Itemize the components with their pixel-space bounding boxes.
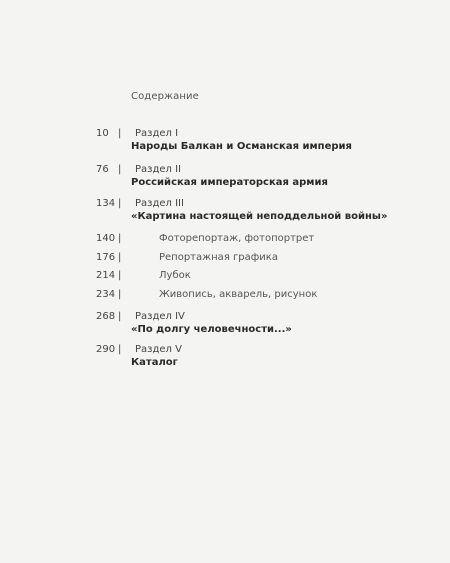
- separator: |: [118, 252, 122, 263]
- toc-heading: Содержание: [131, 91, 199, 102]
- section-title: Народы Балкан и Османская империя: [131, 141, 352, 152]
- section-title: «По долгу человечности...»: [131, 324, 292, 335]
- separator: |: [118, 233, 122, 244]
- section-title: Российская императорская армия: [131, 177, 328, 188]
- section-label: Раздел V: [135, 344, 182, 355]
- separator: |: [118, 289, 122, 300]
- page-number: 134: [96, 198, 116, 209]
- page-number: 176: [96, 252, 116, 263]
- separator: |: [118, 270, 122, 281]
- section-title: «Картина настоящей неподдельной войны»: [131, 211, 388, 222]
- section-label: Раздел I: [135, 128, 179, 139]
- page-number: 10: [96, 128, 109, 139]
- subsection-title: Живопись, акварель, рисунок: [159, 289, 318, 300]
- subsection-title: Репортажная графика: [159, 252, 278, 263]
- subsection-title: Фоторепортаж, фотопортрет: [159, 233, 315, 244]
- subsection-title: Лубок: [159, 270, 191, 281]
- page-number: 290: [96, 344, 116, 355]
- section-label: Раздел IV: [135, 311, 185, 322]
- page-number: 76: [96, 164, 109, 175]
- separator: |: [118, 344, 122, 355]
- separator: |: [118, 164, 122, 175]
- section-label: Раздел II: [135, 164, 182, 175]
- page-number: 268: [96, 311, 116, 322]
- page-number: 140: [96, 233, 116, 244]
- page-number: 214: [96, 270, 116, 281]
- page-number: 234: [96, 289, 116, 300]
- section-title: Каталог: [131, 357, 178, 368]
- separator: |: [118, 198, 122, 209]
- section-label: Раздел III: [135, 198, 184, 209]
- separator: |: [118, 128, 122, 139]
- separator: |: [118, 311, 122, 322]
